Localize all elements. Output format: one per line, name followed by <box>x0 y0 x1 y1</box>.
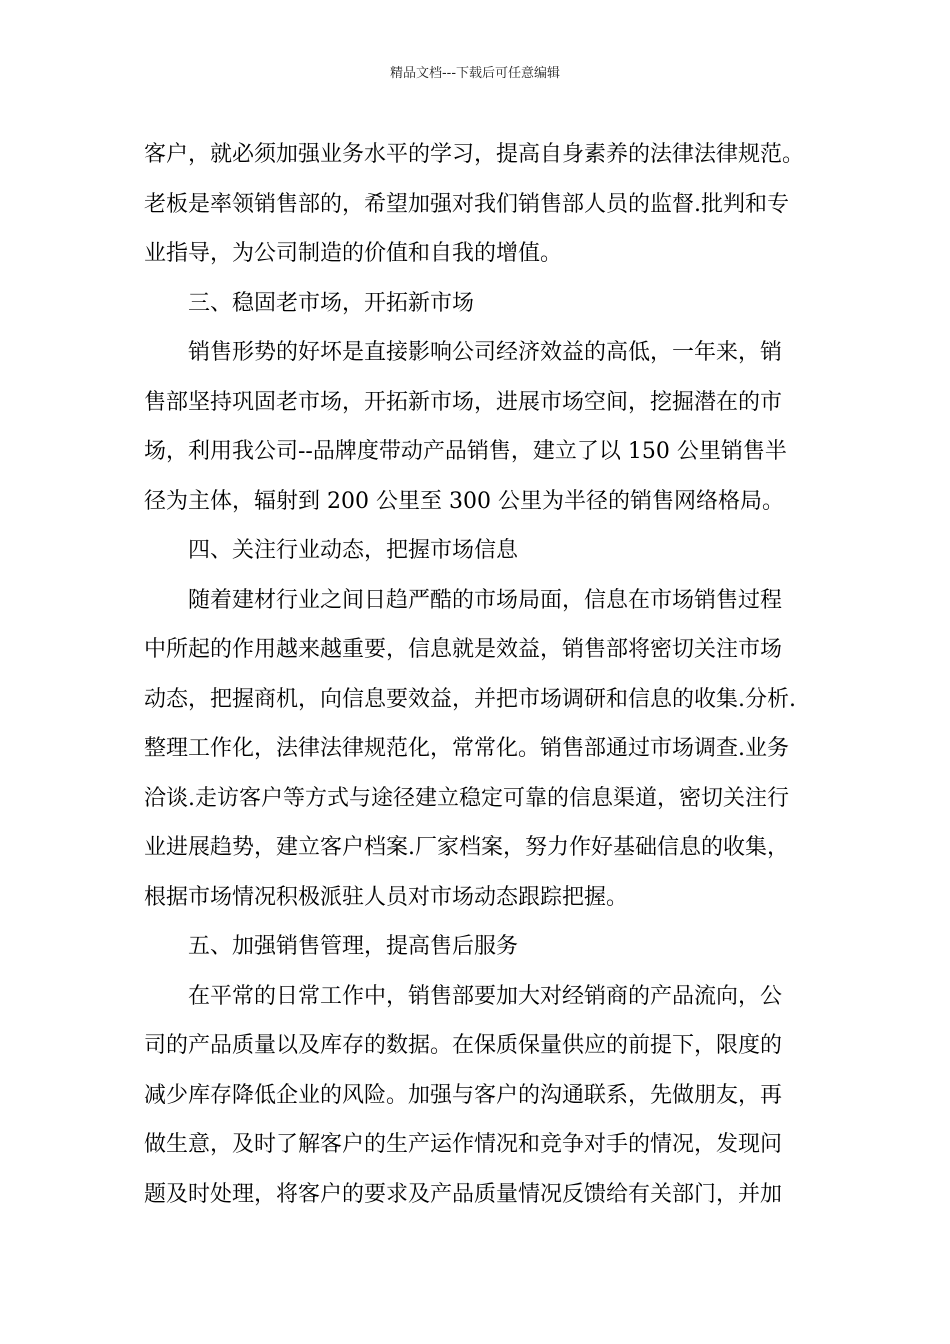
text-line: 业进展趋势，建立客户档案.厂家档案，努力作好基础信息的收集， <box>144 835 789 860</box>
text-line: 做生意，及时了解客户的生产运作情况和竞争对手的情况，发现问 <box>144 1132 783 1157</box>
text-line: 在平常的日常工作中，销售部要加大对经销商的产品流向，公 <box>188 983 783 1009</box>
text-line: 业指导，为公司制造的价值和自我的增值。 <box>144 241 563 266</box>
section-heading: 三、稳固老市场，开拓新市场 <box>188 290 475 316</box>
text-line: 老板是率领销售部的，希望加强对我们销售部人员的监督.批判和专 <box>144 191 789 217</box>
text-line: 客户，就必须加强业务水平的学习，提高自身素养的法律法律规范。 <box>144 142 805 167</box>
page-header: 精品文档---下载后可任意编辑 <box>389 66 561 81</box>
text-line: 售部坚持巩固老市场，开拓新市场，进展市场空间，挖掘潜在的市 <box>144 389 783 415</box>
section-heading: 五、加强销售管理，提高售后服务 <box>188 934 519 959</box>
text-line: 径为主体，辐射到 200 公里至 300 公里为半径的销售网络格局。 <box>144 488 784 514</box>
text-line: 根据市场情况积极派驻人员对市场动态跟踪把握。 <box>144 884 629 910</box>
text-line: 销售形势的好坏是直接影响公司经济效益的高低，一年来，销 <box>188 340 783 365</box>
text-line: 题及时处理，将客户的要求及产品质量情况反馈给有关部门，并加 <box>144 1181 783 1207</box>
text-line: 整理工作化，法律法律规范化，常常化。销售部通过市场调查.业务 <box>144 736 789 761</box>
text-line: 场，利用我公司--品牌度带动产品销售，建立了以 150 公里销售半 <box>144 439 787 464</box>
text-line: 司的产品质量以及库存的数据。在保质保量供应的前提下，限度的 <box>144 1033 783 1058</box>
section-heading: 四、关注行业动态，把握市场信息 <box>188 538 519 563</box>
body-text <box>144 130 808 1219</box>
text-line: 随着建材行业之间日趋严酷的市场局面，信息在市场销售过程 <box>188 587 783 613</box>
text-line: 洽谈.走访客户等方式与途径建立稳定可靠的信息渠道，密切关注行 <box>144 785 789 811</box>
text-line: 减少库存降低企业的风险。加强与客户的沟通联系，先做朋友，再 <box>144 1082 783 1108</box>
text-line: 中所起的作用越来越重要，信息就是效益，销售部将密切关注市场 <box>144 637 783 662</box>
text-line: 动态，把握商机，向信息要效益，并把市场调研和信息的收集.分析. <box>144 686 796 712</box>
